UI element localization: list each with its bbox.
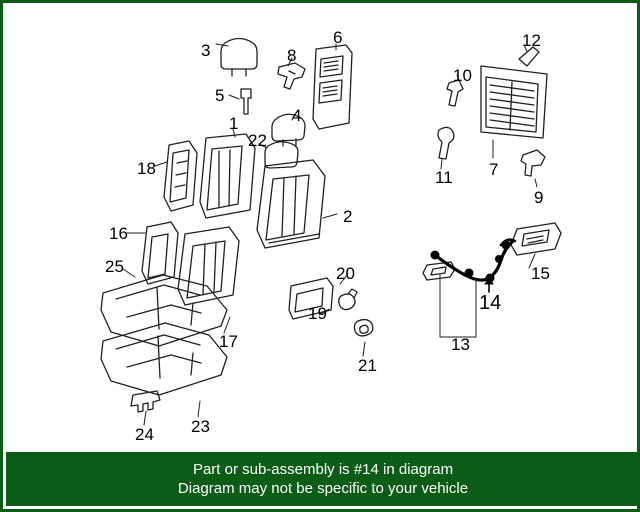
part-19-clip (339, 289, 357, 310)
callout-2: 2 (343, 207, 353, 226)
part-17-seatback-cushion (178, 227, 239, 305)
part-8-clip (278, 63, 305, 89)
part-18-side-bolster (164, 141, 197, 211)
callout-1: 1 (229, 114, 239, 133)
callout-3: 3 (201, 41, 211, 60)
callout-4: 4 (292, 106, 302, 125)
caption-line-2: Diagram may not be specific to your vehicle (177, 480, 469, 497)
part-15-anchor-plate (511, 223, 561, 255)
part-21-grommet (354, 320, 372, 336)
callout-7: 7 (489, 160, 499, 179)
callout-5: 5 (215, 86, 225, 105)
part-16-small-cushion (142, 222, 178, 284)
caption-line-1-prefix: Part or sub-assembly is (192, 461, 354, 478)
callout-12: 12 (522, 31, 541, 50)
callout-18: 18 (137, 159, 156, 178)
part-6-center-panel (313, 45, 352, 129)
caption-banner (6, 452, 640, 506)
caption-line-1 (193, 460, 453, 479)
callout-13: 13 (451, 335, 470, 354)
callout-11: 11 (435, 168, 453, 187)
callout-21: 21 (358, 356, 377, 375)
diagram-illustration (3, 3, 637, 455)
callout-22: 22 (248, 131, 267, 150)
part-23-seat-cushion-lower (101, 323, 227, 395)
callout-10: 10 (453, 66, 472, 85)
callout-9: 9 (534, 188, 544, 207)
part-7-rear-panel (481, 66, 547, 138)
callout-24: 24 (135, 425, 154, 444)
callout-14: 14 (479, 292, 502, 314)
callout-16: 16 (109, 224, 128, 243)
part-11-hook (438, 127, 454, 159)
callout-25: 25 (105, 257, 124, 276)
part-5-pin (241, 89, 251, 114)
callout-23: 23 (191, 417, 210, 436)
callout-19: 19 (308, 304, 327, 323)
callout-20: 20 (336, 264, 355, 283)
part-3-headrest (221, 39, 257, 77)
callout-15: 15 (531, 264, 550, 283)
callout-6: 6 (333, 28, 343, 47)
callout-8: 8 (287, 46, 297, 65)
callout-17: 17 (219, 332, 238, 351)
part-2-seatback-right (257, 160, 325, 248)
part-1-seatback-left (200, 134, 255, 218)
parts-diagram (3, 3, 637, 455)
part-9-bracket (521, 150, 545, 176)
caption-part-number: #14 (353, 461, 379, 478)
caption-line-1-suffix: in diagram (378, 461, 454, 478)
